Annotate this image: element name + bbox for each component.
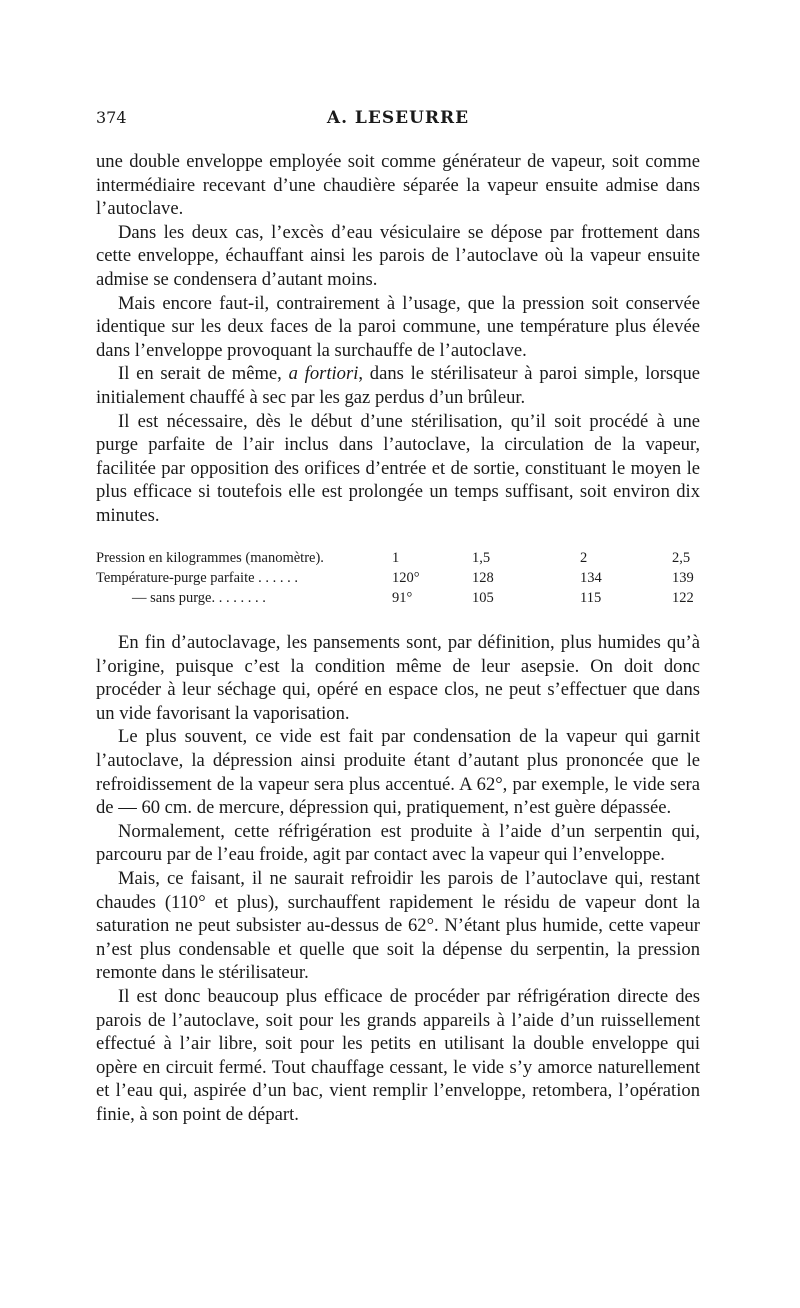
table-cell: 2 [580,550,588,566]
table-cell: 139 [672,570,694,586]
running-head: A. LESEURRE [326,108,470,128]
table-cell: 91° [392,590,413,606]
paragraph: Le plus souvent, ce vide est fait par condensation de la vapeur qui garnit l’autoclave, la dépression ainsi produite étant d’autant plus prononcée que le refroidissement de la vapeur sera plus accentué. A 62°, par exemple, le vide sera de — 60 cm. de mercure, dépression qui, pratiquement, n’est guère dépassée. [96,726,700,819]
row-label: Température-purge parfaite . . . . . . [96,570,299,586]
table-cell: 1 [392,550,400,566]
paragraph-with-italic [96,362,700,409]
page-header [96,108,700,132]
body-text-top [96,150,700,528]
paragraph: Il est donc beaucoup plus efficace de procéder par réfrigération directe des parois de l’autoclave, soit pour les grands appareils à l’aide d’un ruissellement effectué à l’air libre, soit pour les petits en utilisant la double enveloppe qui opère en circuit fermé. Tout chauffage cessant, le vide s’y amorce naturellement et l’eau qui, aspirée d’un bac, vient remplir l’enveloppe, retombera, l’opération finie, à son point de départ. [96,985,700,1125]
table-cell: 134 [580,570,602,586]
paragraph: Normalement, cette réfrigération est produite à l’aide d’un serpentin qui, parcouru par de l’eau froide, agit par contact avec la vapeur qui l’enveloppe. [96,820,700,866]
table-row [96,590,700,610]
row-label: Pression en kilogrammes (manomètre). [96,550,324,566]
pressure-temperature-table [96,550,700,610]
page-number: 374 [96,108,127,127]
table-row [96,550,700,570]
paragraph: Dans les deux cas, l’excès d’eau vésiculaire se dépose par frottement dans cette enveloppe, échauffant ainsi les parois de l’autoclave où la vapeur ensuite admise se condensera d’autant moins. [96,221,700,290]
table-cell: 105 [472,590,494,606]
table-cell: 1,5 [472,550,491,566]
paragraph-text: , dans le stérilisateur à paroi simple, lorsque initialement chauffé à sec par les gaz perdus d’un brûleur. [96,363,701,408]
table-row [96,570,700,590]
italic-phrase: a fortiori [288,363,359,385]
table-cell: 128 [472,570,494,586]
paragraph: Mais, ce faisant, il ne saurait refroidir les parois de l’autoclave qui, restant chaudes (110° et plus), surchauffent rapidement le résidu de vapeur dont la saturation ne peut subsister au-dessus de 62°. N’étant plus humide, cette vapeur n’est plus condensable et quelle que soit la dépense du serpentin, la pression remonte dans le stérilisateur. [96,867,700,984]
body-text-bottom [96,631,700,1126]
paragraph: Il est nécessaire, dès le début d’une stérilisation, qu’il soit procédé à une purge parfaite de l’air inclus dans l’autoclave, la circulation de la vapeur, facilitée par opposition des orifices d’entrée et de sortie, constituant le moyen le plus efficace si toutefois elle est prolongée un temps suffisant, soit environ dix minutes. [96,410,700,526]
table-cell: 122 [672,590,694,606]
paragraph: Mais encore faut-il, contrairement à l’usage, que la pression soit conservée identique sur les deux faces de la paroi commune, une température plus élevée dans l’enveloppe provoquant la surchauffe de l’autoclave. [96,292,700,361]
paragraph: une double enveloppe employée soit comme générateur de vapeur, soit comme intermédiaire recevant d’une chaudière séparée la vapeur ensuite admise dans l’autoclave. [96,151,700,220]
paragraph-text: Il en serait de même, [118,363,289,385]
table-cell: 115 [580,590,602,606]
table-cell: 2,5 [672,550,691,566]
paragraph: En fin d’autoclavage, les pansements sont, par définition, plus humides qu’à l’origine, puisque c’est la condition même de leur asepsie. On doit donc procéder à leur séchage qui, opéré en espace clos, ne peut s’effectuer que dans un vide favorisant la vaporisation. [96,632,700,724]
row-label: — sans purge. . . . . . . . [132,590,266,606]
table-cell: 120° [392,570,420,586]
